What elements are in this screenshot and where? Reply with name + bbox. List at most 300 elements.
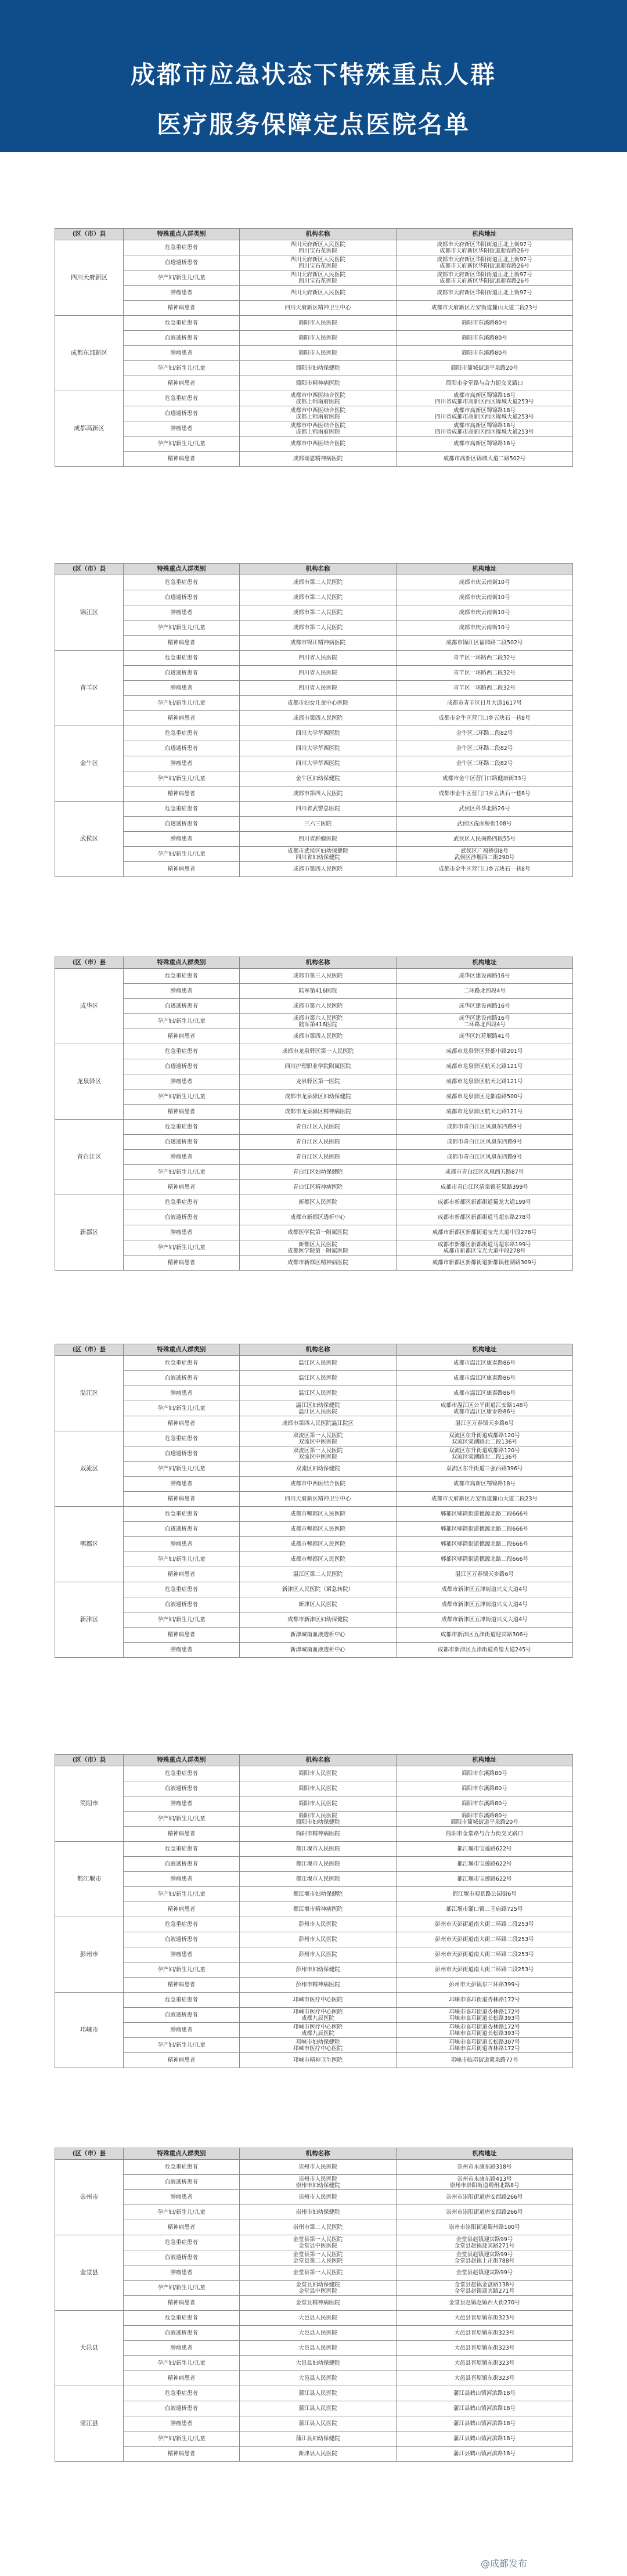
hospital-name-cell: 四川大学华西医院 <box>240 726 397 741</box>
table-row <box>55 240 573 255</box>
table-row <box>55 1044 573 1059</box>
category-cell: 危急重症患者 <box>124 726 240 741</box>
district-cell: 大邑县 <box>55 2311 124 2386</box>
hospital-address-cell: 成都市龙泉驿区航天北路121号 <box>397 1105 573 1120</box>
category-cell: 精神病患者 <box>124 301 240 316</box>
table-row <box>55 1225 573 1240</box>
category-cell: 血透透析患者 <box>124 1522 240 1537</box>
hospital-name-cell: 青白江区人民医院 <box>240 1120 397 1135</box>
district-cell: 彭州市 <box>55 1917 124 1993</box>
table-row <box>55 1872 573 1887</box>
category-cell: 血液透析患者 <box>124 1857 240 1872</box>
category-cell: 孕产妇/新生儿/儿童 <box>124 1014 240 1029</box>
column-header: 机构地址 <box>397 564 573 575</box>
hospital-address-cell: 温江区万春镇天乡路6号 <box>397 1416 573 1431</box>
hospital-address-cell: 成都市新都区新都街道新都镇桂湖路309号 <box>397 1255 573 1271</box>
table-row <box>55 1135 573 1150</box>
hospital-name-cell: 双流区第一人民医院 双流区中医医院 <box>240 1431 397 1446</box>
table-row <box>55 2160 573 2175</box>
hospital-name-cell: 成都市郫都区人民医院 <box>240 1522 397 1537</box>
hospital-address-cell: 成都市青白江区凤凰西五路87号 <box>397 1165 573 1180</box>
district-cell: 金牛区 <box>55 726 124 802</box>
hospital-name-cell: 四川省武警总医院 <box>240 802 397 817</box>
category-cell: 精神病患者 <box>124 2447 240 2462</box>
category-cell: 孕产妇/新生儿/儿童 <box>124 771 240 786</box>
table-row <box>55 711 573 726</box>
table-row <box>55 2250 573 2265</box>
table-header-row <box>55 957 573 969</box>
category-cell: 危急重症患者 <box>124 1356 240 1371</box>
category-cell: 精神病患者 <box>124 1255 240 1271</box>
district-cell: 都江堰市 <box>55 1842 124 1917</box>
table-row <box>55 2265 573 2281</box>
table-row <box>55 1842 573 1857</box>
hospital-name-cell: 崇州市人民医院 崇州市妇幼保健院 <box>240 2175 397 2190</box>
hospital-address-cell: 温江区万春镇天乡路6号 <box>397 1567 573 1582</box>
table-row <box>55 2356 573 2371</box>
table-row <box>55 2190 573 2205</box>
category-cell: 精神病患者 <box>124 2296 240 2311</box>
hospital-address-cell: 都江堰市灌口镇二王庙路725号 <box>397 1902 573 1917</box>
category-cell: 孕产妇/新生儿/儿童 <box>124 1401 240 1416</box>
category-cell: 危急重症患者 <box>124 2386 240 2401</box>
hospital-name-cell: 成都市中西医结合医院 <box>240 1477 397 1492</box>
hospital-name-cell: 都江堰市人民医院 <box>240 1857 397 1872</box>
district-cell: 新都区 <box>55 1195 124 1271</box>
table-row <box>55 1812 573 1827</box>
district-cell: 成都高新区 <box>55 391 124 467</box>
category-cell: 孕产妇/新生儿/儿童 <box>124 1089 240 1105</box>
hospital-address-cell: 成都市温江区公平街道江安路148号 成都市温江区康泰路86号 <box>397 1401 573 1416</box>
category-cell: 精神病患者 <box>124 376 240 391</box>
category-cell: 精神病患者 <box>124 1567 240 1582</box>
hospital-address-cell: 彭州市天彭街道南大街二环路二段253号 <box>397 1932 573 1947</box>
hospital-address-cell: 简阳市东溪路80号 <box>397 1766 573 1781</box>
table-row <box>55 2235 573 2250</box>
category-cell: 危急重症患者 <box>124 2311 240 2326</box>
hospital-address-cell: 彭州市天彭街道南大街二环路二段253号 <box>397 1917 573 1932</box>
hospital-name-cell: 简阳市精神病医院 <box>240 1827 397 1842</box>
hospital-name-cell: 新津城南血液透析中心 <box>240 1628 397 1643</box>
category-cell: 血液透析患者 <box>124 2175 240 2190</box>
table-row <box>55 376 573 391</box>
hospital-address-cell: 成都市高新区蜀锦路18号 四川省成都市高新区西区锦城大道253号 <box>397 421 573 436</box>
column-header: 机构名称 <box>240 1755 397 1766</box>
hospital-name-cell: 成都市妇女儿童中心医院 <box>240 696 397 711</box>
column-header: (区（市）县 <box>55 229 124 240</box>
hospital-address-cell: 成都市龙泉驿区龙都南路500号 <box>397 1089 573 1105</box>
hospital-table <box>55 1344 573 1658</box>
hospital-address-cell: 成都市新津区五津街道希望大道245号 <box>397 1643 573 1658</box>
category-cell: 肿瘤患者 <box>124 2190 240 2205</box>
table-row <box>55 969 573 984</box>
hospital-address-cell: 成都市天府新区万安街道麓山大道二段23号 <box>397 1492 573 1507</box>
district-cell: 简阳市 <box>55 1766 124 1842</box>
table-row <box>55 1120 573 1135</box>
table-row <box>55 2023 573 2038</box>
category-cell: 危急重症患者 <box>124 1842 240 1857</box>
table-row <box>55 605 573 620</box>
hospital-name-cell: 大邑县人民医院 <box>240 2341 397 2356</box>
column-header: 特殊重点人群类别 <box>124 1344 240 1356</box>
category-cell: 血液透析患者 <box>124 1597 240 1612</box>
hospital-address-cell: 双流区东升街道三强西路396号 <box>397 1462 573 1477</box>
hospital-name-cell: 彭州市人民医院 <box>240 1917 397 1932</box>
hospital-name-cell: 大邑县人民医院 <box>240 2326 397 2341</box>
category-cell: 孕产妇/新生儿/儿童 <box>124 620 240 636</box>
table-row <box>55 651 573 666</box>
hospital-name-cell: 成都市中西医结合医院 成都上锦南府医院 <box>240 421 397 436</box>
category-cell: 血透透析患者 <box>124 999 240 1014</box>
hospital-address-cell: 大邑县晋原镇东街323号 <box>397 2371 573 2386</box>
hospital-name-cell: 成都市第二人民医院 <box>240 590 397 605</box>
column-header: 机构名称 <box>240 1344 397 1356</box>
category-cell: 危急重症患者 <box>124 1044 240 1059</box>
hospital-name-cell: 彭州市人民医院 <box>240 1932 397 1947</box>
hospital-name-cell: 成都瑞恩精神病医院 <box>240 452 397 467</box>
hospital-address-cell: 成都市金牛区营门口乡五块石一巷8号 <box>397 862 573 877</box>
hospital-name-cell: 金牛区妇幼保健院 <box>240 771 397 786</box>
hospital-address-cell: 崇州市崇阳街道唐安西路266号 <box>397 2205 573 2220</box>
category-cell: 孕产妇/新生儿/儿童 <box>124 1462 240 1477</box>
hospital-address-cell: 成都市高新区蜀锦路18号 四川省成都市高新区西区锦城大道253号 <box>397 391 573 406</box>
category-cell: 孕产妇/新生儿/儿童 <box>124 1552 240 1567</box>
hospital-table <box>55 1754 573 2068</box>
category-cell: 孕产妇/新生儿/儿童 <box>124 2431 240 2447</box>
hospital-name-cell: 彭州市精神病医院 <box>240 1978 397 1993</box>
table-row <box>55 1781 573 1796</box>
hospital-address-cell: 成华区建设南路16号 <box>397 999 573 1014</box>
hospital-name-cell: 新都区人民医院 成都医学院第一附属医院 <box>240 1240 397 1255</box>
hospital-address-cell: 郫都区郫筒街道德源北路二段666号 <box>397 1552 573 1567</box>
hospital-address-cell: 成都市高新区锦城大道二路502号 <box>397 452 573 467</box>
hospital-address-cell: 成都市新津区五津街道兴义大道4号 <box>397 1597 573 1612</box>
hospital-name-cell: 简阳市人民医院 <box>240 346 397 361</box>
hospital-address-cell: 成华区建设南路16号 二环路北四段4号 <box>397 1014 573 1029</box>
category-cell: 肿瘤患者 <box>124 1643 240 1658</box>
category-cell: 肿瘤患者 <box>124 1796 240 1812</box>
category-cell: 孕产妇/新生儿/儿童 <box>124 1962 240 1978</box>
hospital-name-cell: 崇州市妇幼保健院 <box>240 2205 397 2220</box>
hospital-name-cell: 新津区人民医院（紧急转院） <box>240 1582 397 1597</box>
hospital-name-cell: 温江区人民医院 <box>240 1371 397 1386</box>
hospital-name-cell: 邛崃市医疗中心医院 成都九辰医院 <box>240 2023 397 2038</box>
hospital-name-cell: 温江区人民医院 <box>240 1356 397 1371</box>
category-cell: 肿瘤患者 <box>124 832 240 847</box>
hospital-name-cell: 都江堰市妇幼保健院 <box>240 1887 397 1902</box>
hospital-address-cell: 金堂县赵镇赵镇西大街270号 <box>397 2296 573 2311</box>
hospital-name-cell: 崇州市人民医院 <box>240 2190 397 2205</box>
hospital-address-cell: 大邑县晋原镇东街323号 <box>397 2341 573 2356</box>
column-header: (区（市）县 <box>55 2148 124 2160</box>
table-row <box>55 1643 573 1658</box>
category-cell: 孕产妇/新生儿/儿童 <box>124 2356 240 2371</box>
category-cell: 精神病患者 <box>124 1105 240 1120</box>
hospital-address-cell: 彭州市天彭街道南大街二环路二段253号 <box>397 1947 573 1962</box>
category-cell: 肿瘤患者 <box>124 346 240 361</box>
table-row <box>55 1431 573 1446</box>
table-row <box>55 1827 573 1842</box>
hospital-address-cell: 武侯区人民南路四段55号 <box>397 832 573 847</box>
hospital-name-cell: 陆军第416医院 <box>240 984 397 999</box>
hospital-address-cell: 成都市天府新区华阳街道正北上街97号 <box>397 286 573 301</box>
table-row <box>55 756 573 771</box>
category-cell: 肿瘤患者 <box>124 1074 240 1089</box>
table-row <box>55 270 573 286</box>
table-row <box>55 1567 573 1582</box>
table-row <box>55 361 573 376</box>
hospital-name-cell: 双流区妇幼保健院 <box>240 1462 397 1477</box>
hospital-name-cell: 青白江区妇幼保健院 <box>240 1165 397 1180</box>
table-row <box>55 2038 573 2053</box>
category-cell: 危急重症患者 <box>124 316 240 331</box>
table-row <box>55 1059 573 1074</box>
hospital-name-cell: 蒲江县妇幼保健院 <box>240 2431 397 2447</box>
hospital-name-cell: 简阳市人民医院 <box>240 331 397 346</box>
category-cell: 孕产妇/新生儿/儿童 <box>124 361 240 376</box>
hospital-name-cell: 金堂县第一人民医院 金堂县第二人民医院 <box>240 2250 397 2265</box>
table-row <box>55 1978 573 1993</box>
category-cell: 血液透析患者 <box>124 1210 240 1225</box>
column-header: 机构地址 <box>397 1344 573 1356</box>
district-cell: 青白江区 <box>55 1120 124 1195</box>
hospital-name-cell: 青白江区人民医院 <box>240 1150 397 1165</box>
hospital-name-cell: 邛崃市精神卫生医院 <box>240 2053 397 2068</box>
hospital-address-cell: 郫都区郫筒街道德源北路二段666号 <box>397 1522 573 1537</box>
hospital-address-cell: 成都市庆云南街10号 <box>397 620 573 636</box>
hospital-name-cell: 简阳市人民医院 <box>240 1766 397 1781</box>
table-row <box>55 1416 573 1431</box>
hospital-name-cell: 成都市第六人民医院 <box>240 999 397 1014</box>
category-cell: 危急重症患者 <box>124 1917 240 1932</box>
hospital-name-cell: 成都市中西医结合医院 <box>240 436 397 452</box>
table-row <box>55 1386 573 1401</box>
table-row <box>55 1947 573 1962</box>
hospital-name-cell: 成都市郫都区人民医院 <box>240 1537 397 1552</box>
table-row <box>55 2371 573 2386</box>
hospital-name-cell: 龙泉驿区第一医院 <box>240 1074 397 1089</box>
hospital-address-cell: 金牛区三环路二段82号 <box>397 756 573 771</box>
category-cell: 肿瘤患者 <box>124 421 240 436</box>
category-cell: 血透透析患者 <box>124 1446 240 1462</box>
table-row <box>55 1195 573 1210</box>
column-header: 机构名称 <box>240 229 397 240</box>
category-cell: 精神病患者 <box>124 1978 240 1993</box>
district-cell: 四川天府新区 <box>55 240 124 316</box>
hospital-address-cell: 邛崃市临邛街道长松路307号 邛崃市临邛街道杏林路172号 <box>397 2038 573 2053</box>
category-cell: 肿瘤患者 <box>124 756 240 771</box>
hospital-name-cell: 四川天府新区人民医院 四川宝石花医院 <box>240 255 397 270</box>
hospital-name-cell: 成都市郫都区人民医院 <box>240 1507 397 1522</box>
hospital-name-cell: 四川天府新区精神卫生中心 <box>240 1492 397 1507</box>
hospital-name-cell: 四川省人民医院 <box>240 681 397 696</box>
hospital-address-cell: 邛崃市临邛街道杏林路172号 邛崃市临邛街道长松路393号 <box>397 2008 573 2023</box>
hospital-name-cell: 成都市第六人民医院 陆军第416医院 <box>240 1014 397 1029</box>
category-cell: 孕产妇/新生儿/儿童 <box>124 2038 240 2053</box>
hospital-address-cell: 蒲江县鹤山镇河滨路18号 <box>397 2416 573 2431</box>
district-cell: 金堂县 <box>55 2235 124 2311</box>
hospital-name-cell: 金堂县第一人民医院 金堂县中医医院 <box>240 2235 397 2250</box>
district-cell: 双流区 <box>55 1431 124 1507</box>
hospital-address-cell: 金堂县赵镇迎宾路99号 金堂县赵镇上正街788号 <box>397 2250 573 2265</box>
hospital-address-cell: 成都市龙泉驿区航天北路121号 <box>397 1074 573 1089</box>
hospital-address-cell: 成都市青白江区清泉镇花果路399号 <box>397 1180 573 1195</box>
hospital-name-cell: 青白江区人民医院 <box>240 1135 397 1150</box>
hospital-name-cell: 邛崃市医疗中心医院 <box>240 1993 397 2008</box>
table-row <box>55 1582 573 1597</box>
hospital-name-cell: 成都市第四人民医院 <box>240 1029 397 1044</box>
page-title-line2: 医疗服务保障定点医院名单 <box>156 110 470 139</box>
table-row <box>55 1902 573 1917</box>
table-row <box>55 590 573 605</box>
category-cell: 血透透析患者 <box>124 1059 240 1074</box>
category-cell: 血液透析患者 <box>124 1932 240 1947</box>
table-row <box>55 832 573 847</box>
table-row <box>55 575 573 590</box>
hospital-name-cell: 四川天府新区人民医院 <box>240 286 397 301</box>
hospital-address-cell: 成都市金牛区营门口乡五块石一巷8号 <box>397 711 573 726</box>
category-cell: 危急重症患者 <box>124 2160 240 2175</box>
hospital-name-cell: 成都市龙泉驿区精神病医院 <box>240 1105 397 1120</box>
hospital-name-cell: 成都市第四人民医院 <box>240 862 397 877</box>
table-row <box>55 1766 573 1781</box>
hospital-name-cell: 新津区人民医院 <box>240 1597 397 1612</box>
table-row <box>55 802 573 817</box>
district-cell: 郫都区 <box>55 1507 124 1582</box>
category-cell: 精神病患者 <box>124 1492 240 1507</box>
table-row <box>55 741 573 756</box>
category-cell: 血液透析患者 <box>124 2008 240 2023</box>
table-row <box>55 452 573 467</box>
hospital-address-cell: 大邑县晋原镇东街323号 <box>397 2356 573 2371</box>
table-row <box>55 346 573 361</box>
hospital-name-cell: 金堂县妇幼保健院 金堂县中医医院 <box>240 2281 397 2296</box>
category-cell: 危急重症患者 <box>124 1507 240 1522</box>
category-cell: 孕产妇/新生儿/儿童 <box>124 1165 240 1180</box>
hospital-name-cell: 成都市新津区妇幼保健院 <box>240 1612 397 1628</box>
column-header: (区（市）县 <box>55 1344 124 1356</box>
category-cell: 肿瘤患者 <box>124 605 240 620</box>
hospital-name-cell: 双流区第一人民医院 双流区中医医院 <box>240 1446 397 1462</box>
district-cell: 蒲江县 <box>55 2386 124 2462</box>
hospital-address-cell: 成都市新津区五津街道兴义大道4号 <box>397 1582 573 1597</box>
category-cell: 血透透析患者 <box>124 590 240 605</box>
hospital-name-cell: 成都市第四人民医院温江院区 <box>240 1416 397 1431</box>
hospital-table <box>55 957 573 1271</box>
table-row <box>55 1507 573 1522</box>
table-row <box>55 984 573 999</box>
column-header: 机构地址 <box>397 957 573 969</box>
hospital-name-cell: 三六三医院 <box>240 817 397 832</box>
table-row <box>55 696 573 711</box>
category-cell: 危急重症患者 <box>124 240 240 255</box>
hospital-address-cell: 双流区东升街道成都路120号 双流区棠湖路北二段136号 <box>397 1446 573 1462</box>
hospital-name-cell: 新津城南血液透析中心 <box>240 1643 397 1658</box>
table-header-row <box>55 2148 573 2160</box>
table-row <box>55 1917 573 1932</box>
category-cell: 危急重症患者 <box>124 391 240 406</box>
hospital-address-cell: 成华区红花堰路41号 <box>397 1029 573 1044</box>
hospital-address-cell: 崇州市永康东路413号 崇州市崇阳街道蜀州北路8号 <box>397 2175 573 2190</box>
table-row <box>55 620 573 636</box>
category-cell: 孕产妇/新生儿/儿童 <box>124 847 240 862</box>
title-banner <box>0 0 627 152</box>
table-row <box>55 1356 573 1371</box>
table-row <box>55 1492 573 1507</box>
column-header: 机构名称 <box>240 957 397 969</box>
category-cell: 孕产妇/新生儿/儿童 <box>124 2205 240 2220</box>
category-cell: 血透透析患者 <box>124 255 240 270</box>
hospital-address-cell: 郫都区郫筒街道德源北路二段666号 <box>397 1507 573 1522</box>
column-header: 机构名称 <box>240 564 397 575</box>
table-row <box>55 2281 573 2296</box>
hospital-name-cell: 金堂县精神病医院 <box>240 2296 397 2311</box>
hospital-address-cell: 金牛区三环路二段82号 <box>397 726 573 741</box>
category-cell: 肿瘤患者 <box>124 286 240 301</box>
hospital-address-cell: 成都市新都区新都街道宝光大道中段278号 <box>397 1225 573 1240</box>
table-row <box>55 436 573 452</box>
hospital-address-cell: 成都市金牛区营门口乡五块石一巷8号 <box>397 786 573 802</box>
hospital-table <box>55 563 573 877</box>
hospital-address-cell: 简阳市东溪路80号 <box>397 346 573 361</box>
table-row <box>55 2053 573 2068</box>
hospital-address-cell: 成都市天府新区万安街道麓山大道二段23号 <box>397 301 573 316</box>
hospital-address-cell: 都江堰市宝莲路622号 <box>397 1872 573 1887</box>
category-cell: 肿瘤患者 <box>124 2023 240 2038</box>
hospital-name-cell: 温江区妇幼保健院 温江区人民医院 <box>240 1401 397 1416</box>
hospital-address-cell: 蒲江县鹤山镇河滨路18号 <box>397 2401 573 2416</box>
category-cell: 肿瘤患者 <box>124 1477 240 1492</box>
category-cell: 精神病患者 <box>124 1628 240 1643</box>
table-row <box>55 1029 573 1044</box>
hospital-address-cell: 大邑县晋原镇东街323号 <box>397 2326 573 2341</box>
hospital-address-cell: 邛崃市临邛街道杏林路172号 <box>397 1993 573 2008</box>
category-cell: 肿瘤患者 <box>124 1386 240 1401</box>
hospital-address-cell: 成都市青白江区凤凰东四路9号 <box>397 1135 573 1150</box>
category-cell: 孕产妇/新生儿/儿童 <box>124 1240 240 1255</box>
table-row <box>55 1796 573 1812</box>
table-row <box>55 786 573 802</box>
hospital-address-cell: 成华区建设南路16号 <box>397 969 573 984</box>
hospital-name-cell: 都江堰市精神病医院 <box>240 1902 397 1917</box>
column-header: (区（市）县 <box>55 957 124 969</box>
table-row <box>55 1522 573 1537</box>
hospital-name-cell: 简阳市精神病医院 <box>240 376 397 391</box>
hospital-address-cell: 简阳市金堂路与合力街交叉路口 <box>397 376 573 391</box>
hospital-name-cell: 大邑县人民医院 <box>240 2311 397 2326</box>
hospital-address-cell: 郫都区郫筒街道德源北路二段666号 <box>397 1537 573 1552</box>
hospital-name-cell: 成都市第四人民医院 <box>240 711 397 726</box>
category-cell: 危急重症患者 <box>124 575 240 590</box>
table-row <box>55 771 573 786</box>
hospital-address-cell: 简阳市东溪路80号 <box>397 1781 573 1796</box>
category-cell: 孕产妇/新生儿/儿童 <box>124 696 240 711</box>
hospital-address-cell: 简阳市东溪路80号 <box>397 331 573 346</box>
category-cell: 精神病患者 <box>124 2053 240 2068</box>
hospital-name-cell: 成都市第二人民医院 <box>240 575 397 590</box>
table-header-row <box>55 564 573 575</box>
category-cell: 肿瘤患者 <box>124 1872 240 1887</box>
table-row <box>55 2326 573 2341</box>
hospital-address-cell: 成都市温江区康泰路86号 <box>397 1371 573 1386</box>
table-row <box>55 331 573 346</box>
category-cell: 血透透析患者 <box>124 406 240 421</box>
hospital-name-cell: 彭州市妇幼保健院 <box>240 1962 397 1978</box>
hospital-name-cell: 成都市龙泉驿区第一人民医院 <box>240 1044 397 1059</box>
hospital-address-cell: 简阳市东溪路80号 <box>397 316 573 331</box>
table-row <box>55 1014 573 1029</box>
hospital-name-cell: 简阳市人民医院 <box>240 1781 397 1796</box>
